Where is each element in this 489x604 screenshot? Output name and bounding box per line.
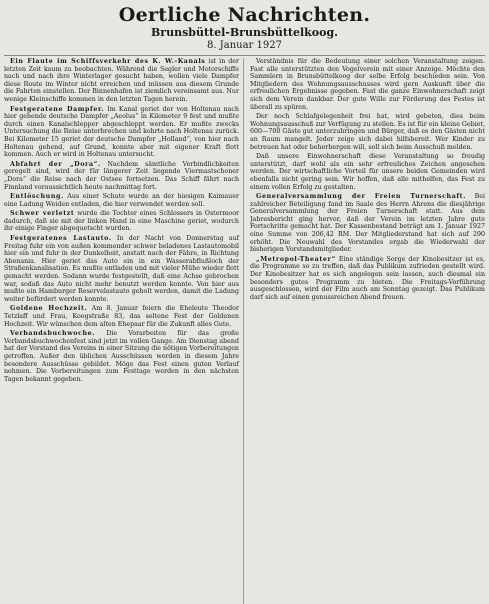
news-article	[4, 305, 239, 328]
right-column	[250, 58, 485, 604]
dateline: 8. Januar 1927	[207, 40, 282, 51]
article-body: Bei zahlreicher Beteiligung fand im Saale des Herrn Ahrens die diesjährige Generalversammlung der Freien Turnerschaft statt. Aus dem Jahresbericht ging hervor, daß der Verein im letzten Jahre gute Fortschritte gemacht hat. Der Kassenbestand beträgt am 1. Januar 1927 eine Summe von 206,42 RM. Der Mitgliederstand hat sich auf 290 erhöht. Die Neuwahl des Vorstandes ergab die Wiederwahl der bisherigen Vorstandsmitglieder.	[250, 193, 485, 254]
article-columns	[4, 58, 485, 604]
article-body: Am 8. Januar feiern die Eheleute Theodor Tetzlaff und Frau, Koogstraße 83, das seltene Fest der Goldenen Hochzeit. Wir wünschen dem alten Ehepaar für die Zukunft alles Gute.	[4, 305, 239, 328]
news-article	[4, 161, 239, 191]
section-heading: Oertliche Nachrichten.	[118, 4, 371, 26]
article-body: Nachdem sämtliche Verbindlichkeiten geregelt sind, wird der für längerer Zeit liegende Viermastschoner „Dora“ die Reise nach der Ostsee fortsetzen. Das Schiff fährt nach Finnland voraussichtlich heute nachmittag fort.	[4, 160, 239, 191]
news-article	[250, 58, 485, 111]
article-body: Verständnis für die Bedeutung einer solchen Veranstaltung zeigen. Fast alle unterstützten den Vogelverein mit einer Anzeige. Möchte den Sammlern in Brunsbüttelkoog der selbe Erfolg beschieden sein. Von Mitgliedern des Wohnungsausschusses wird gern Auskunft über die erfreulichen Ergebnisse gegeben. Fast die ganze Einwohnerschaft zeigt sich dem Verein dankbar. Der gute Wille zur Förderung des Festes ist überall zu spüren.	[250, 58, 485, 111]
article-body: Eine ständige Sorge der Kinobesitzer ist es, die Programme so zu treffen, daß das Publikum zufrieden gestellt wird. Der Kinobesitzer hat es sich angelegen sein lassen, auch diesmal ein besonders gutes Programm zu bieten. Die Freitags-Vorführung ausgeschlossen, wird der Film auch am Sonntag gezeigt. Das Publikum darf sich auf einen genussreichen Abend freuen.	[250, 255, 485, 301]
article-body: Die Vorarbeiten für das große Verbandsbuchwochenfest sind jetzt im vollen Gange. Am Dienstag abend hat der Vorstand des Vereins in einer Sitzung die nötigen Vorbereitungen getroffen. Außer den üblichen Ausschüssen werden in diesem Jahre besondere Ausschüsse gebildet. Möge das Fest einen guten Verlauf nehmen. Die Vorbereitungen zum Festtage werden in den nächsten Tagen bekannt gegeben.	[4, 330, 239, 383]
news-article	[4, 58, 239, 104]
article-body: Der noch Schlafgelegenheit frei hat, wird gebeten, dies beim Wohnungsausschuß zur Verfügung zu stellen. Es ist für ein kleine Gebiet, 600—700 Gäste gut unterzubringen und Bürger, daß es den Gästen nicht an Raum mangelt. Jeder zeige sich dabei hilfsbereit. Wer Kinder zu betreuen hat oder beherbergen will, soll sich beim Ausschuß melden.	[250, 113, 485, 151]
article-lead: Ein Flaute im Schiffsverkehr des K. W.-Kanals	[10, 58, 206, 65]
news-article	[250, 256, 485, 302]
news-article	[4, 330, 239, 383]
news-article	[4, 235, 239, 303]
article-body: wurde die Tochter eines Schlossers in Ostermoor dadurch, daß sie mit der linken Hand in eine Maschine geriet, wodurch ihr einige Finger abgequetscht wurden.	[4, 210, 239, 233]
left-column	[4, 58, 244, 604]
news-article	[4, 193, 239, 208]
article-lead: Entlöschung.	[10, 193, 64, 201]
article-lead: Festgeratene Dampfer.	[10, 105, 105, 113]
article-body: Daß unsere Einwohnerschaft diese Veranstaltung so freudig unterstützt, darf wohl als ein sehr erfreuliches Zeichen angesehen werden. Der wirtschaftliche Vorteil für unsere beiden Gemeinden wird ebenfalls nicht gering sein. Wir hoffen, daß alle mithelfen, das Fest zu einem vollen Erfolg zu gestalten.	[250, 153, 485, 191]
news-article	[250, 153, 485, 191]
article-body: In der Nacht von Donnerstag auf Freitag fuhr ein von außen kommender schwer beladenes Lastautomobil hier ein und fuhr in der Dunkelheit, anstatt nach der Fähre, in Richtung Abenania. Hier geriet das Auto ein in ein Wasserabflußloch der Straßenkanalisation. Es mußte entladen und mit vieler Mühe wieder flott gemacht werden. Sodann wurde festgestellt, daß eine Achse gebrochen war, sodaß das Auto nicht mehr benutzt werden konnte. Von hier aus mußte ein Hamburger Reservelastauto geholt werden, damit die Ladung weiter befördert werden konnte.	[4, 235, 239, 303]
article-body: Aus einer Schute wurde an der hiesigen Kaimauer eine Ladung Weiden entladen, die hier verwendet werden soll.	[4, 193, 239, 208]
news-article	[4, 210, 239, 233]
masthead	[4, 4, 485, 52]
news-article	[250, 193, 485, 254]
article-lead: Abfahrt der „Dora“.	[10, 160, 101, 168]
article-lead: Generalversammlung der Freien Turnerschaft.	[256, 193, 466, 201]
article-lead: „Metropol-Theater“	[256, 255, 336, 263]
article-body: Im Kanal geriet der von Holtenau nach hier gehende deutsche Dampfer „Aeolus“ in Kilometer 9 fest und mußte durch einen Kanalschlepper abgeschleppt werden. Er mußte zwecks Untersuchung die Reise unterbrechen und kehrte nach Holtenau zurück. Bei Kilometer 15 geriet der deutsche Dampfer „Holland“, von hier nach Holtenau gehend, auf Grund, konnte aber mit eigener Kraft flott kommen. Auch er wird in Holtenau untersucht.	[4, 105, 239, 159]
article-lead: Verbandsbuchwoche.	[10, 330, 96, 338]
section-subheading: Brunsbüttel-Brunsbüttelkoog.	[151, 26, 338, 39]
news-article	[250, 113, 485, 151]
news-article	[4, 106, 239, 159]
header-rule	[4, 55, 485, 56]
article-body: ist in der letzten Zeit kaum zu beobachten. Während die Segler und Motorschiffe nach und nach ihre Winterlager gesucht haben, wollen viele Dampfer diese Route im Winter nicht erreichen und müssen aus diesem Grunde die Fahrten einstellen. Der Binnenhafen ist ziemlich vereinsamt aus. Nur wenige Kleinschiffe kommen in den letzten Tagen herein.	[4, 58, 239, 103]
article-lead: Schwer verletzt	[10, 210, 75, 218]
article-lead: Goldene Hochzeit.	[10, 305, 88, 313]
article-lead: Festgeratenes Lastauto.	[10, 235, 112, 243]
